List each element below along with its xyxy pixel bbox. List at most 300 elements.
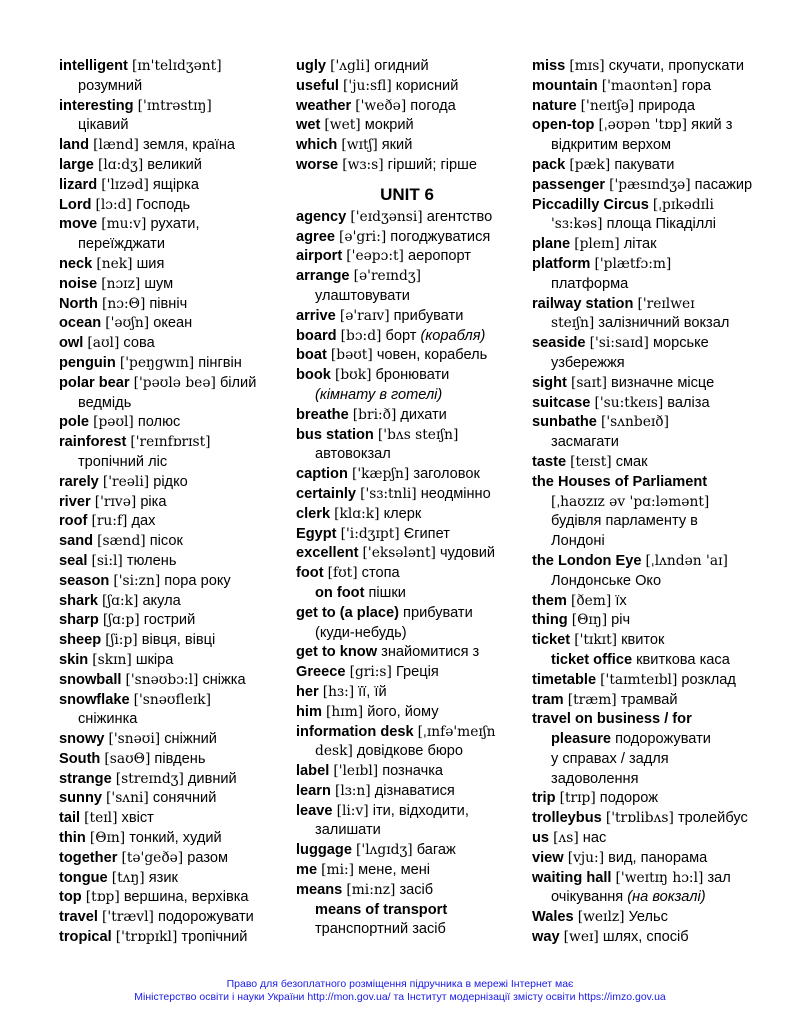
- entry-meaning: прибувати: [403, 604, 473, 621]
- entry-transcription: ['weɪtɪŋ hɔ:l]: [615, 869, 704, 886]
- vocab-entry: [532, 453, 782, 473]
- entry-transcription: [wɜ:s]: [342, 156, 384, 173]
- entry-meaning: дивний: [187, 770, 237, 787]
- entry-transcription: ['si:saɪd]: [589, 335, 649, 352]
- entry-meaning: вівця, вівці: [141, 632, 216, 649]
- entry-transcription: [lɔ:d]: [95, 196, 132, 213]
- entry-word: snowflake: [59, 691, 130, 708]
- entry-transcription: ['trɒlibʌs]: [605, 810, 674, 827]
- entry-transcription: [li:v]: [336, 802, 369, 819]
- vocab-entry: [296, 485, 518, 505]
- entry-word: plane: [532, 236, 571, 253]
- entry-meaning: гострий: [143, 612, 196, 629]
- entry-word: suitcase: [532, 394, 591, 411]
- vocab-entry: [296, 307, 518, 327]
- entry-word: board: [296, 327, 337, 344]
- vocab-entry: [59, 136, 281, 156]
- vocab-entry: [296, 881, 518, 901]
- vocab-entry: [59, 295, 281, 315]
- vocab-entry: [296, 643, 518, 663]
- entry-continuation: [532, 750, 782, 770]
- entry-word: trip: [532, 790, 556, 807]
- entry-transcription: [trɪp]: [559, 790, 596, 807]
- entry-meaning: мокрий: [364, 117, 414, 134]
- vocab-entry: [532, 710, 782, 730]
- entry-word: the Houses of Parliament: [532, 473, 708, 490]
- entry-word: timetable: [532, 671, 597, 688]
- entry-meaning: автовокзал: [315, 446, 391, 463]
- vocab-entry: [296, 57, 518, 77]
- entry-meaning: сонячний: [152, 790, 217, 807]
- entry-transcription: ['sʌni]: [106, 790, 149, 807]
- vocab-entry: [296, 802, 518, 822]
- vocab-entry: [532, 57, 782, 77]
- vocab-entry: [59, 413, 281, 433]
- vocab-entry: [296, 465, 518, 485]
- entry-transcription: [ʃi:p]: [105, 632, 138, 649]
- vocab-entry: [59, 869, 281, 889]
- entry-meaning: заголовок: [413, 466, 480, 483]
- entry-meaning: трамвай: [620, 691, 678, 708]
- vocab-entry: [59, 176, 281, 196]
- entry-meaning: засмагати: [551, 434, 619, 451]
- entry-transcription: [bɔ:d]: [340, 327, 382, 344]
- entry-meaning: валіза: [667, 394, 710, 411]
- vocab-entry: [532, 789, 782, 809]
- entry-meaning: північ: [149, 295, 188, 312]
- entry-transcription: ['bʌs steɪʃn]: [377, 426, 459, 443]
- entry-transcription: [si:l]: [91, 552, 123, 569]
- entry-meaning: пісок: [149, 533, 183, 550]
- entry-word: certainly: [296, 485, 357, 502]
- entry-transcription: [vju:]: [567, 849, 605, 866]
- entry-transcription: [nɔɪz]: [101, 275, 141, 292]
- vocab-entry: [59, 512, 281, 532]
- entry-meaning: рухати,: [150, 216, 200, 233]
- entry-word: get to know: [296, 644, 378, 661]
- entry-transcription: [nɔ:Θ]: [101, 295, 146, 312]
- entry-word: snowy: [59, 731, 105, 748]
- entry-word: Lord: [59, 196, 92, 213]
- entry-word: breathe: [296, 406, 349, 423]
- entry-transcription: ['maʊntən]: [601, 77, 678, 94]
- vocab-entry: [59, 57, 281, 77]
- vocab-entry: [532, 869, 782, 889]
- vocab-entry: [296, 703, 518, 723]
- entry-meaning: аеропорт: [407, 248, 471, 265]
- entry-word: tropical: [59, 929, 112, 946]
- entry-transcription: ['rɪvə]: [94, 493, 137, 510]
- entry-transcription: [saʊΘ]: [104, 750, 151, 767]
- entry-transcription: ['weðə]: [355, 97, 407, 114]
- entry-word: agree: [296, 228, 335, 245]
- entry-word: land: [59, 137, 89, 154]
- entry-word: foot: [296, 565, 324, 582]
- entry-meaning: квиток: [621, 632, 665, 649]
- entry-transcription: ['trævl]: [102, 909, 154, 926]
- entry-transcription: [ˌəʊpən 'tɒp]: [598, 117, 688, 134]
- vocab-entry: [296, 97, 518, 117]
- entry-word: caption: [296, 466, 348, 483]
- entry-word: roof: [59, 513, 88, 530]
- entry-transcription: [saɪt]: [570, 374, 607, 391]
- entry-word: ugly: [296, 58, 326, 74]
- entry-note: (кімнату в готелі): [315, 386, 443, 403]
- vocab-entry: [59, 770, 281, 790]
- entry-transcription: ['kæpʃn]: [351, 466, 410, 483]
- entry-meaning: погода: [410, 97, 456, 114]
- entry-transcription: [wet]: [324, 117, 361, 134]
- entry-transcription: [lɜ:n]: [334, 782, 371, 799]
- entry-transcription: 'sɜ:kəs]: [551, 216, 603, 233]
- entry-transcription: [weɪlz]: [577, 909, 625, 926]
- vocab-entry: [532, 295, 782, 315]
- vocab-entry: [532, 908, 782, 928]
- vocab-entry: [59, 750, 281, 770]
- entry-meaning: будівля парламенту в: [551, 513, 698, 530]
- entry-transcription: [tɒp]: [85, 889, 120, 906]
- entry-continuation: [532, 275, 782, 295]
- entry-meaning: погоджуватися: [390, 228, 491, 245]
- entry-continuation: [532, 888, 782, 908]
- entry-meaning: їх: [615, 592, 627, 609]
- entry-meaning: позначка: [382, 763, 444, 780]
- entry-meaning: сніжка: [202, 671, 246, 688]
- entry-meaning: рідко: [153, 473, 188, 490]
- entry-transcription: [weɪ]: [563, 929, 599, 946]
- entry-word: Egypt: [296, 525, 337, 542]
- entry-transcription: ['reəli]: [102, 473, 150, 490]
- entry-word: strange: [59, 770, 112, 787]
- entry-meaning: літак: [623, 236, 657, 253]
- entry-meaning: який з: [691, 117, 733, 134]
- entry-meaning: океан: [153, 315, 193, 332]
- entry-word: taste: [532, 453, 567, 470]
- entry-word: sharp: [59, 612, 99, 629]
- entry-meaning: сніжинка: [78, 711, 138, 728]
- vocab-entry: [59, 592, 281, 612]
- entry-word: them: [532, 592, 567, 609]
- entry-transcription: [lænd]: [93, 137, 139, 154]
- vocab-entry: [59, 809, 281, 829]
- entry-word: intelligent: [59, 58, 128, 74]
- entry-word: arrive: [296, 307, 336, 324]
- entry-transcription: [ɪn'telɪdʒənt]: [131, 58, 222, 74]
- entry-meaning: хвіст: [121, 810, 154, 827]
- entry-transcription: [lɑ:dʒ]: [97, 156, 144, 173]
- entry-word: bus station: [296, 426, 374, 443]
- entry-transcription: ['sɜ:tnli]: [360, 485, 417, 502]
- entry-word: snowball: [59, 671, 122, 688]
- vocab-entry: [296, 77, 518, 97]
- entry-meaning: тюлень: [126, 552, 177, 569]
- entry-meaning: його, йому: [367, 703, 439, 720]
- entry-transcription: [ʌs]: [553, 830, 579, 847]
- entry-transcription: ['pəʊlə beə]: [133, 374, 216, 391]
- entry-meaning: відкритим верхом: [551, 137, 672, 154]
- entry-transcription: ['ju:sfl]: [343, 77, 392, 94]
- entry-meaning: вид, панорама: [608, 849, 708, 866]
- entry-meaning: вершина, верхівка: [123, 889, 249, 906]
- entry-continuation: [59, 453, 281, 473]
- entry-continuation: [296, 821, 518, 841]
- entry-word: weather: [296, 97, 352, 114]
- vocab-entry: [296, 505, 518, 525]
- entry-word: river: [59, 493, 91, 510]
- entry-continuation: [296, 624, 518, 644]
- vocab-entry: [59, 631, 281, 651]
- entry-transcription: [ru:f]: [91, 513, 128, 530]
- entry-word: him: [296, 703, 322, 720]
- entry-word: which: [296, 137, 338, 154]
- entry-word: lizard: [59, 176, 98, 193]
- entry-word: luggage: [296, 842, 352, 859]
- entry-meaning: ведмідь: [78, 394, 132, 411]
- entry-word: means: [296, 881, 343, 898]
- vocab-entry: [532, 255, 782, 275]
- entry-meaning: у справах / задля: [551, 750, 669, 767]
- entry-transcription: [nek]: [96, 255, 133, 272]
- entry-transcription: [træm]: [567, 691, 617, 708]
- entry-continuation: [296, 287, 518, 307]
- vocab-entry: [296, 228, 518, 248]
- entry-word: shark: [59, 592, 98, 609]
- entry-meaning: річ: [611, 612, 631, 629]
- vocab-entry: [59, 196, 281, 216]
- entry-meaning: Єгипет: [403, 525, 450, 542]
- vocab-entry: [532, 156, 782, 176]
- entry-word: information desk: [296, 723, 414, 740]
- entry-meaning: засіб: [399, 881, 434, 898]
- vocab-entry: [296, 247, 518, 267]
- entry-meaning: Господь: [135, 196, 191, 213]
- entry-transcription: ['neɪtʃə]: [580, 97, 635, 114]
- entry-word: large: [59, 156, 94, 173]
- entry-word: useful: [296, 77, 339, 94]
- entry-word: rainforest: [59, 434, 127, 451]
- vocab-entry: [59, 888, 281, 908]
- entry-word: seal: [59, 552, 88, 569]
- entry-word: Piccadilly Circus: [532, 196, 649, 213]
- entry-transcription: steɪʃn]: [551, 315, 595, 332]
- entry-transcription: ['reɪnfɒrɪst]: [130, 434, 211, 451]
- entry-word: owl: [59, 335, 84, 352]
- vocab-column-1: [59, 57, 281, 948]
- vocab-entry: [296, 861, 518, 881]
- entry-transcription: ['taɪmteɪbl]: [600, 671, 678, 688]
- vocab-entry: [296, 156, 518, 176]
- entry-word: pack: [532, 156, 566, 173]
- entry-meaning: подорож: [599, 790, 658, 807]
- entry-word: book: [296, 367, 331, 384]
- vocab-entry: [59, 156, 281, 176]
- entry-meaning: очікування: [551, 889, 624, 906]
- entry-transcription: [Θɪŋ]: [571, 612, 608, 629]
- entry-continuation: [296, 445, 518, 465]
- entry-continuation: [532, 215, 782, 235]
- vocab-entry: [296, 782, 518, 802]
- entry-transcription: desk]: [315, 743, 353, 760]
- entry-meaning: пакувати: [614, 156, 675, 173]
- entry-word: Greece: [296, 664, 346, 681]
- entry-meaning: іти, відходити,: [372, 802, 469, 819]
- entry-meaning: пора року: [164, 572, 231, 589]
- vocab-entry: [532, 176, 782, 196]
- entry-word: leave: [296, 802, 333, 819]
- entry-meaning: нас: [582, 830, 607, 847]
- entry-transcription: [hɜ:]: [322, 683, 355, 700]
- entry-meaning: транспортний засіб: [315, 921, 446, 938]
- vocab-entry: [296, 564, 518, 584]
- entry-transcription: ['lɪzəd]: [101, 176, 149, 193]
- entry-transcription: ['eɪdʒənsi]: [350, 208, 423, 225]
- entry-transcription: [gri:s]: [349, 664, 392, 681]
- entry-meaning: агентство: [426, 208, 493, 225]
- entry-transcription: [fʊt]: [327, 565, 358, 582]
- entry-word: thing: [532, 612, 568, 629]
- entry-meaning: улаштовувати: [315, 287, 410, 304]
- entry-word: the London Eye: [532, 552, 642, 569]
- entry-transcription: [ˌpɪkədɪli: [652, 196, 714, 213]
- entry-meaning: прибувати: [393, 307, 464, 324]
- entry-continuation: [296, 901, 518, 921]
- entry-meaning: (куди-небудь): [315, 624, 407, 641]
- entry-meaning: дізнаватися: [374, 782, 455, 799]
- entry-meaning: клерк: [383, 505, 422, 522]
- vocab-entry: [59, 255, 281, 275]
- entry-transcription: ['lʌgɪdʒ]: [356, 842, 413, 859]
- entry-meaning: смак: [615, 453, 648, 470]
- entry-meaning: білий: [219, 374, 257, 391]
- vocab-entry: [532, 809, 782, 829]
- entry-transcription: [teɪl]: [84, 810, 118, 827]
- footer-line-2: Міністерство освіти і науки України http://mon.gov.ua/ та Інститут модернізації змісту освіти https://imzo.gov.ua: [134, 991, 666, 1003]
- entry-meaning: бронювати: [375, 367, 450, 384]
- entry-transcription: [mi:nz]: [346, 881, 396, 898]
- entry-transcription: ['plætfɔ:m]: [594, 255, 672, 272]
- entry-transcription: ['snəʊfleɪk]: [133, 691, 212, 708]
- copyright-footer: [0, 978, 800, 1004]
- entry-meaning: великий: [147, 156, 202, 173]
- entry-meaning: визначне місце: [611, 374, 715, 391]
- entry-transcription: [ʃɑ:p]: [102, 612, 140, 629]
- sub-entry-word: ticket office: [551, 651, 633, 668]
- entry-transcription: [skɪn]: [92, 651, 132, 668]
- entry-word: excellent: [296, 545, 359, 562]
- entry-transcription: [sænd]: [97, 533, 146, 550]
- entry-meaning: природа: [638, 97, 695, 114]
- entry-meaning: знайомитися з: [381, 644, 480, 661]
- vocab-entry: [59, 928, 281, 948]
- vocab-entry: [59, 532, 281, 552]
- entry-meaning: узбережжя: [551, 354, 625, 371]
- vocab-entry: [532, 77, 782, 97]
- vocab-entry: [532, 611, 782, 631]
- entry-transcription: [ˌhaʊzɪz əv 'pɑ:ləmənt]: [551, 493, 710, 510]
- vocab-entry: [296, 366, 518, 386]
- vocab-entry: [532, 196, 782, 216]
- vocab-entry: [532, 691, 782, 711]
- entry-meaning: ящірка: [152, 176, 199, 193]
- entry-transcription: [bʊk]: [334, 367, 372, 384]
- entry-meaning: тропічний: [181, 929, 248, 946]
- entry-transcription: [aʊl]: [87, 335, 120, 352]
- entry-transcription: [bri:ð]: [352, 406, 397, 423]
- entry-meaning: пінгвін: [198, 354, 242, 371]
- entry-word: get to (a place): [296, 604, 399, 621]
- entry-continuation: [59, 710, 281, 730]
- vocab-entry: [59, 572, 281, 592]
- entry-word: clerk: [296, 505, 331, 522]
- entry-word: tail: [59, 810, 81, 827]
- entry-word: sight: [532, 374, 567, 391]
- entry-meaning: дах: [131, 513, 156, 530]
- entry-word: view: [532, 849, 564, 866]
- vocab-entry: [296, 762, 518, 782]
- vocab-entry: [59, 215, 281, 235]
- entry-meaning: човен, корабель: [376, 347, 488, 364]
- entry-continuation: [59, 116, 281, 136]
- entry-meaning: цікавий: [78, 117, 129, 134]
- vocab-entry: [532, 552, 782, 572]
- vocab-entry: [59, 275, 281, 295]
- entry-transcription: ['əʊʃn]: [105, 315, 150, 332]
- entry-word: penguin: [59, 354, 116, 371]
- entry-meaning: довідкове бюро: [356, 743, 463, 760]
- entry-meaning: ріка: [140, 493, 167, 510]
- vocab-entry: [59, 552, 281, 572]
- entry-word: arrange: [296, 268, 350, 285]
- entry-continuation: [532, 493, 782, 513]
- entry-word: move: [59, 216, 98, 233]
- entry-continuation: [532, 433, 782, 453]
- entry-word: ticket: [532, 632, 571, 649]
- vocab-entry: [59, 473, 281, 493]
- entry-meaning: тонкий, худий: [129, 830, 222, 847]
- entry-transcription: [wɪtʃ]: [341, 137, 378, 154]
- entry-transcription: ['snəʊi]: [108, 731, 161, 748]
- vocab-entry: [296, 841, 518, 861]
- entry-transcription: ['su:tkeɪs]: [594, 394, 664, 411]
- entry-word: top: [59, 889, 82, 906]
- vocab-entry: [59, 789, 281, 809]
- entry-word: season: [59, 572, 110, 589]
- vocab-column-2: [296, 57, 518, 940]
- entry-meaning: її, їй: [358, 683, 387, 700]
- entry-word: tram: [532, 691, 564, 708]
- vocab-entry: [532, 334, 782, 354]
- entry-continuation: [532, 730, 782, 750]
- entry-meaning: гірший; гірше: [387, 156, 477, 173]
- entry-transcription: [ʃɑ:k]: [102, 592, 139, 609]
- entry-transcription: ['i:dʒɪpt]: [340, 525, 400, 542]
- entry-word: us: [532, 830, 550, 847]
- entry-transcription: [ə'raɪv]: [339, 307, 390, 324]
- entry-word: worse: [296, 156, 339, 173]
- footer-line-1: Право для безоплатного розміщення підручника в мережі Інтернет має: [226, 978, 574, 990]
- entry-transcription: ['sʌnbeɪð]: [600, 414, 669, 431]
- entry-word: travel on business / for: [532, 711, 692, 728]
- entry-continuation: [532, 136, 782, 156]
- entry-word: noise: [59, 275, 98, 292]
- entry-meaning: неодмінно: [420, 485, 491, 502]
- vocab-entry: [59, 829, 281, 849]
- entry-word: skin: [59, 651, 89, 668]
- entry-transcription: [mi:]: [321, 862, 355, 879]
- entry-meaning: сова: [123, 335, 155, 352]
- entry-continuation: [532, 770, 782, 790]
- entry-continuation: [59, 77, 281, 97]
